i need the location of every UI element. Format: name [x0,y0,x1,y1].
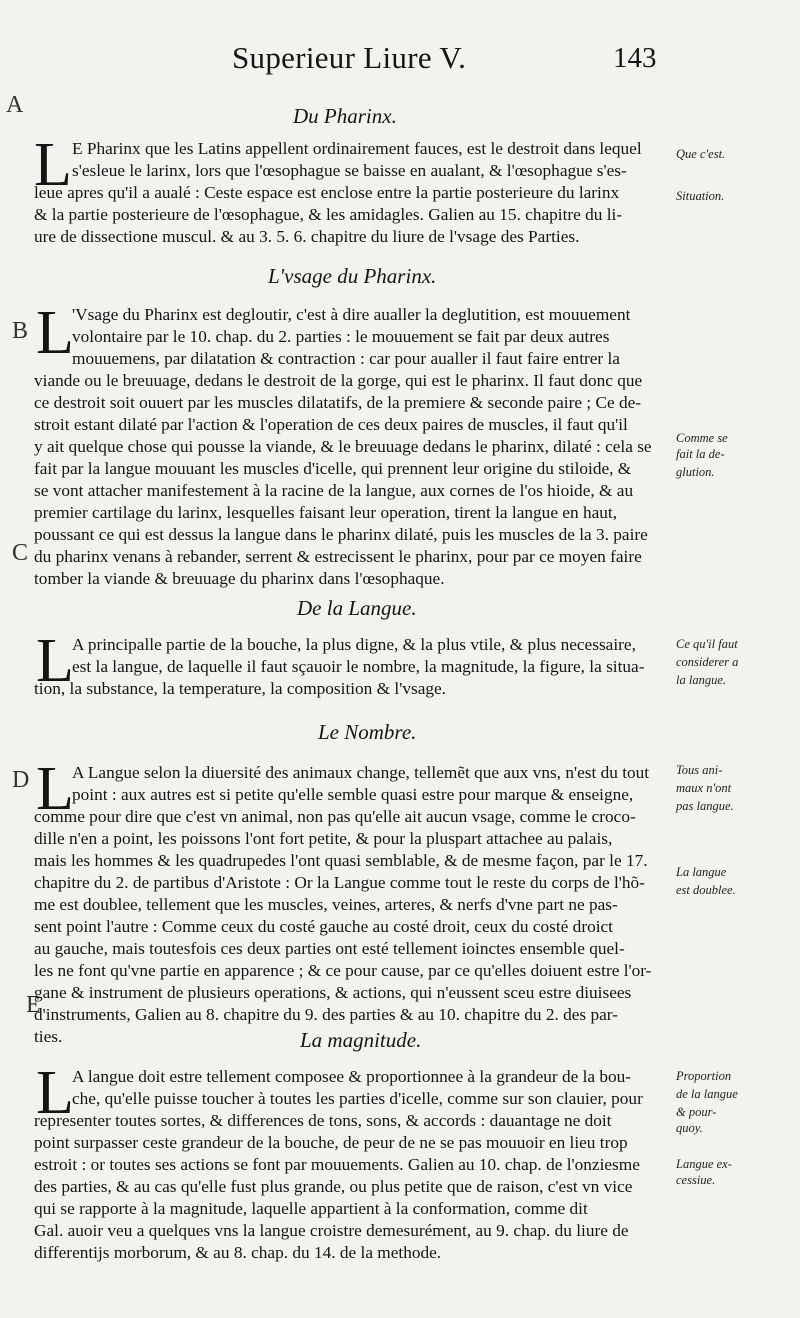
text-line: leue apres qu'il a aualé : Ceste espace est enclose entre la partie posterieure du larinx [34,183,620,202]
section-heading: Du Pharinx. [293,104,397,128]
margin-letter-a: A [6,92,24,118]
marginal-note: Tous ani- [676,763,723,777]
text-line: E Pharinx que les Latins appellent ordinairement fauces, est le destroit dans lequel [72,139,642,158]
running-header [0,40,800,84]
text-line: s'esleue le larinx, lors que l'œsophague se baisse en aualant, & l'œsophague s'es- [72,161,627,180]
text-line: premier cartilage du larinx, lesquelles faisant leur operation, tirent la langue en haut, [34,503,618,522]
text-line: point : aux autres est si petite qu'elle semble quasi estre pour marque & enseigne, [72,785,634,804]
text-line: A principalle partie de la bouche, la plus digne, & la plus vtile, & plus necessaire, [72,635,636,654]
text-line: mais les hommes & les quadrupedes l'ont quasi semblable, & de mesme façon, par le 17. [34,851,648,870]
text-line: du pharinx venans à rebander, serrent & estrecissent le pharinx, pour par ce moyen faire [34,547,642,566]
marginal-note: maux n'ont [676,781,732,795]
text-line: des parties, & au cas qu'elle fust plus grande, ou plus petite que de raison, c'est vn vice [34,1177,633,1196]
text-line: Gal. auoir veu a quelques vns la langue croistre demesurément, au 9. chap. du liure de [34,1221,629,1240]
text-line: volontaire par le 10. chap. du 2. parties : le mouuement se fait par deux autres [72,327,610,346]
text-line: & la partie posterieure de l'œsophague, & les amidagles. Galien au 15. chapitre du li- [34,205,623,224]
drop-cap: L [34,131,72,199]
text-line: ure de dissectione muscul. & au 3. 5. 6. chapitre du liure de l'vsage des Parties. [34,227,580,246]
text-line: y ait quelque chose qui pousse la viande, & le breuuage dedans le pharinx, dilaté : cela se [34,437,652,456]
drop-cap: L [36,1059,74,1127]
marginal-note: Situation. [676,189,725,203]
text-line: viande ou le breuuage, dedans le destroit de la gorge, qui est le pharinx. Il faut donc que [34,371,643,390]
marginal-note: de la langue [676,1087,738,1101]
text-line: differentijs morborum, & au 8. chap. du 14. de la methode. [34,1243,442,1262]
margin-letter-e: E [26,992,41,1018]
marginal-note: Langue ex- [676,1157,732,1171]
marginal-note: Que c'est. [676,147,726,161]
text-line: me est doublee, tellement que les muscles, veines, arteres, & nerfs d'vne part ne pas- [34,895,618,914]
marginal-note: & pour- [676,1105,717,1119]
page-number: 143 [613,42,657,74]
text-line: tion, la substance, la temperature, la composition & l'vsage. [34,679,446,698]
section-heading: L'vsage du Pharinx. [268,264,437,288]
drop-cap: L [36,755,74,823]
text-line: A langue doit estre tellement composee & proportionnee à la grandeur de la bou- [72,1067,632,1086]
margin-letter-d: D [12,767,30,793]
text-line: d'instruments, Galien au 8. chapitre du 9. des parties & au 10. chapitre du 2. des par- [34,1005,618,1024]
marginal-note: glution. [676,465,715,479]
marginal-note: pas langue. [676,799,734,813]
margin-letter-c: C [12,540,29,566]
text-line: representer toutes sortes, & differences de tons, sons, & accords : dauantage ne doit [34,1111,612,1130]
drop-cap: L [36,627,74,695]
text-line: les ne font qu'vne partie en apparence ; & ce pour cause, par ce qu'elles doiuent estre l'or- [34,961,652,980]
text-line: ce destroit soit ouuert par les muscles dilatatifs, de la premiere & seconde paire ; Ce de- [34,393,642,412]
text-line: fait par la langue mouuant les muscles d'icelle, qui prennent leur origine du stiloide, & [34,459,632,478]
marginal-note: la langue. [676,673,726,687]
text-line: 'Vsage du Pharinx est degloutir, c'est à dire aualler la deglutition, est mouuement [72,305,631,324]
text-line: dille n'en a point, les poissons l'ont fort petite, & pour la pluspart attachee au palais, [34,829,613,848]
text-line: sent point l'autre : Comme ceux du costé gauche au costé droit, ceux du costé droict [34,917,613,936]
text-line: A Langue selon la diuersité des animaux change, tellemẽt que aux vns, n'est du tout [72,763,650,782]
marginal-note: La langue [676,865,727,879]
marginal-note: Ce qu'il faut [676,637,738,651]
marginal-note: est doublee. [676,883,736,897]
text-line: qui se rapporte à la magnitude, laquelle appartient à la conformation, comme dit [34,1199,588,1218]
marginal-note: quoy. [676,1121,703,1135]
text-line: est la langue, de laquelle il faut sçauoir le nombre, la magnitude, la figure, la situa- [72,657,645,676]
drop-cap: L [36,299,74,367]
text-line: point surpasser ceste grandeur de la bouche, de peur de ne se pas mouuoir en lieu trop [34,1133,628,1152]
marginal-note: cessiue. [676,1173,716,1187]
text-line: chapitre du 2. de partibus d'Aristote : Or la Langue comme tout le reste du corps de l'hõ- [34,873,645,892]
text-line: se vont attacher manifestement à la racine de la langue, aux cornes de l'os hioide, & au [34,481,634,500]
text-line: tomber la viande & breuuage du pharinx dans l'œsophaque. [34,569,445,588]
text-line: poussant ce qui est dessus la langue dans le pharinx dilaté, puis les muscles de la 3. paire [34,525,648,544]
marginal-note: fait la de- [676,447,725,461]
margin-letter-b: B [12,318,29,344]
section-heading: Le Nombre. [318,720,417,744]
text-line: au gauche, mais toutesfois ces deux parties ont esté tellement ioinctes ensemble quel- [34,939,625,958]
text-line: estroit : or toutes ses actions se font par mouuements. Galien au 10. chap. de l'onziesme [34,1155,640,1174]
text-line: ties. [34,1027,63,1046]
marginal-note: Proportion [676,1069,732,1083]
text-line: gane & instrument de plusieurs operations, & actions, qui n'eussent sceu estre diuisees [34,983,632,1002]
marginal-note: Comme se [676,431,728,445]
text-line: comme pour dire que c'est vn animal, non pas qu'elle ait aucun vsage, comme le croco- [34,807,636,826]
section-heading: De la Langue. [297,596,417,620]
marginal-note: considerer a [676,655,739,669]
text-line: che, qu'elle puisse toucher à toutes les parties d'icelle, comme sur son clauier, pour [72,1089,643,1108]
section-heading: La magnitude. [300,1028,422,1052]
text-line: mouuemens, par dilatation & contraction : car pour aualler il faut faire entrer la [72,349,620,368]
text-line: stroit estant dilaté par l'action & l'operation de ces deux paires de muscles, il faut qu'il [34,415,628,434]
running-title: Superieur Liure V. [232,40,467,75]
